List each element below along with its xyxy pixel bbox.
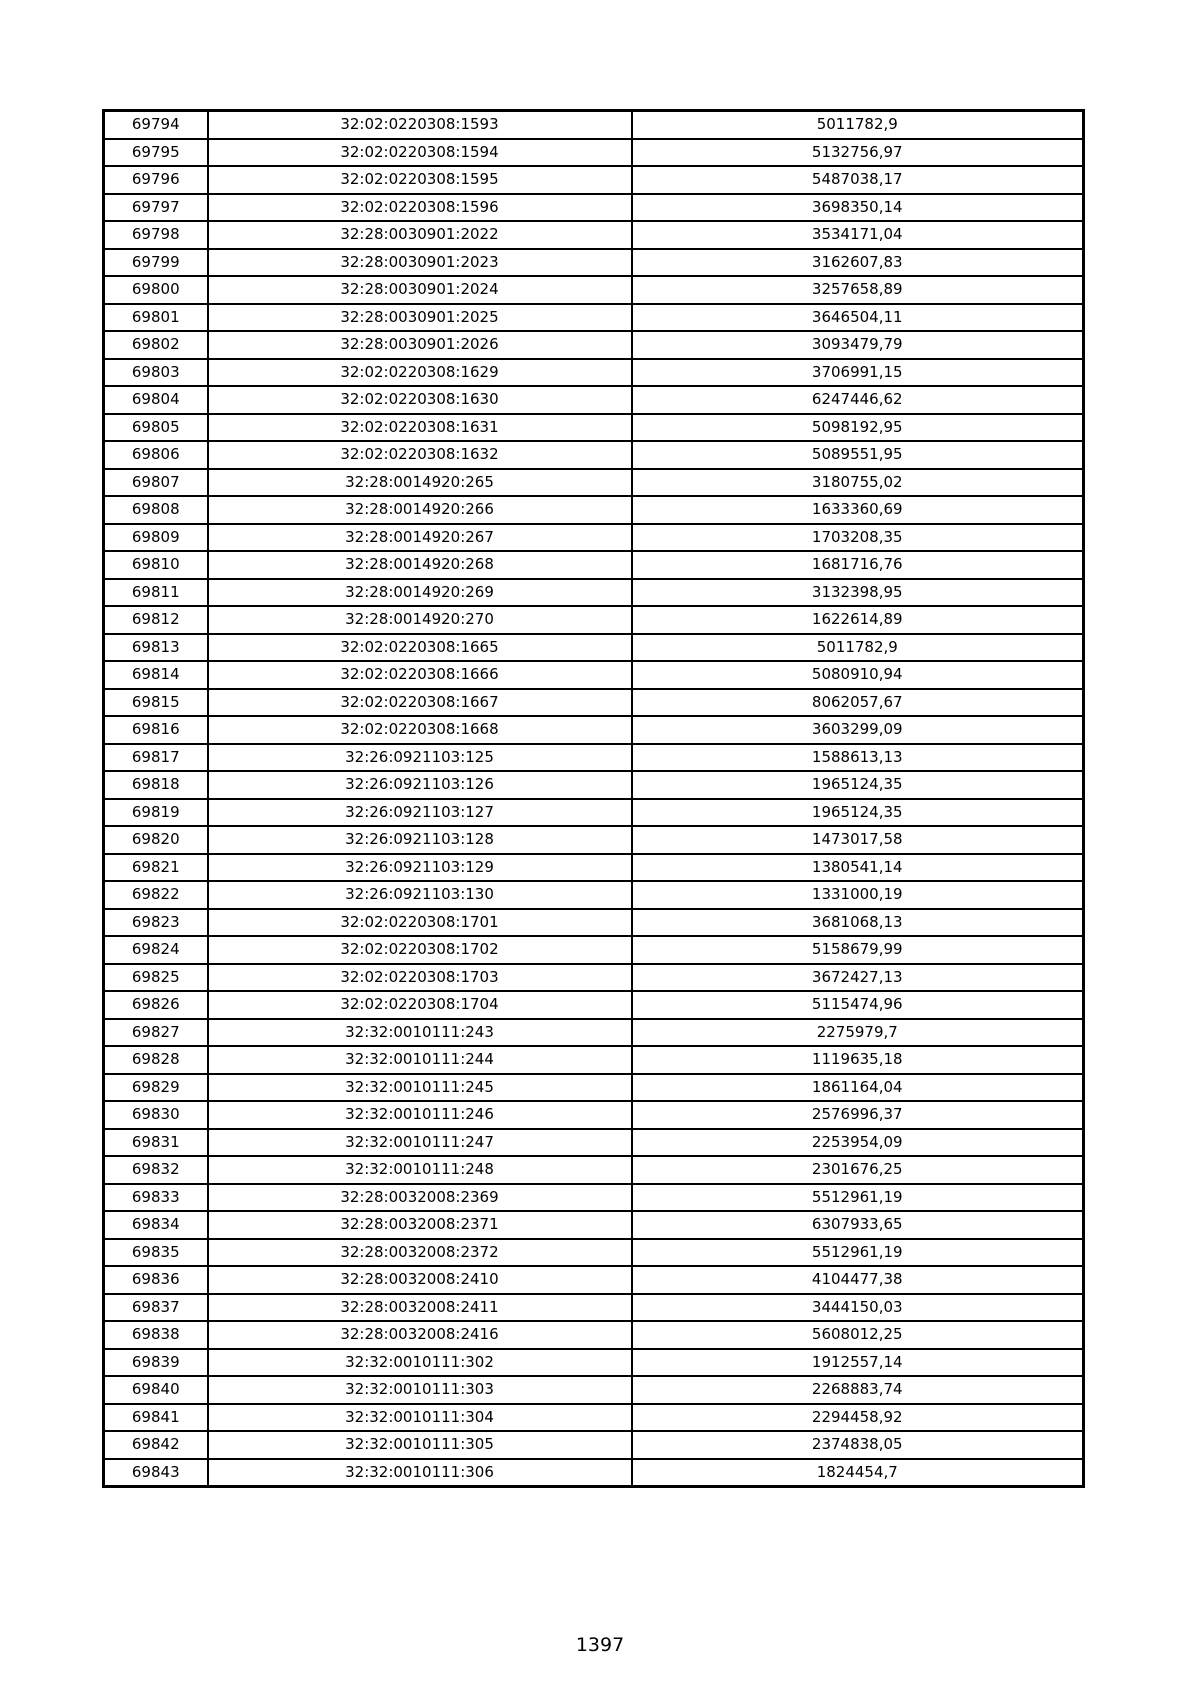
table-row xyxy=(104,826,1084,854)
cadastral-number-cell: 32:28:0014920:268 xyxy=(208,551,632,579)
value-cell: 5132756,97 xyxy=(632,139,1084,167)
value-cell: 3706991,15 xyxy=(632,359,1084,387)
table-row xyxy=(104,1431,1084,1459)
row-number-cell: 69835 xyxy=(104,1239,208,1267)
cadastral-number-cell: 32:02:0220308:1595 xyxy=(208,166,632,194)
cadastral-number-cell: 32:32:0010111:243 xyxy=(208,1019,632,1047)
cadastral-number-cell: 32:02:0220308:1593 xyxy=(208,111,632,139)
cadastral-number-cell: 32:02:0220308:1668 xyxy=(208,716,632,744)
row-number-cell: 69807 xyxy=(104,469,208,497)
row-number-cell: 69819 xyxy=(104,799,208,827)
value-cell: 1380541,14 xyxy=(632,854,1084,882)
value-cell: 2275979,7 xyxy=(632,1019,1084,1047)
value-cell: 1912557,14 xyxy=(632,1349,1084,1377)
row-number-cell: 69794 xyxy=(104,111,208,139)
row-number-cell: 69830 xyxy=(104,1101,208,1129)
cadastral-number-cell: 32:28:0032008:2372 xyxy=(208,1239,632,1267)
cadastral-number-cell: 32:32:0010111:304 xyxy=(208,1404,632,1432)
table-row xyxy=(104,166,1084,194)
cadastral-number-cell: 32:02:0220308:1666 xyxy=(208,661,632,689)
row-number-cell: 69821 xyxy=(104,854,208,882)
value-cell: 3180755,02 xyxy=(632,469,1084,497)
table-row xyxy=(104,276,1084,304)
row-number-cell: 69834 xyxy=(104,1211,208,1239)
cadastral-number-cell: 32:28:0014920:267 xyxy=(208,524,632,552)
value-cell: 5115474,96 xyxy=(632,991,1084,1019)
table-row xyxy=(104,414,1084,442)
row-number-cell: 69836 xyxy=(104,1266,208,1294)
row-number-cell: 69841 xyxy=(104,1404,208,1432)
cadastral-number-cell: 32:28:0032008:2416 xyxy=(208,1321,632,1349)
cadastral-number-cell: 32:02:0220308:1596 xyxy=(208,194,632,222)
value-cell: 3698350,14 xyxy=(632,194,1084,222)
table-row xyxy=(104,1156,1084,1184)
table-row xyxy=(104,634,1084,662)
value-cell: 3646504,11 xyxy=(632,304,1084,332)
cadastral-number-cell: 32:28:0030901:2022 xyxy=(208,221,632,249)
cadastral-number-cell: 32:32:0010111:244 xyxy=(208,1046,632,1074)
cadastral-number-cell: 32:26:0921103:128 xyxy=(208,826,632,854)
row-number-cell: 69806 xyxy=(104,441,208,469)
cadastral-number-cell: 32:02:0220308:1665 xyxy=(208,634,632,662)
table-body xyxy=(104,111,1084,1487)
cadastral-number-cell: 32:02:0220308:1702 xyxy=(208,936,632,964)
row-number-cell: 69837 xyxy=(104,1294,208,1322)
table-row xyxy=(104,964,1084,992)
value-cell: 2268883,74 xyxy=(632,1376,1084,1404)
row-number-cell: 69801 xyxy=(104,304,208,332)
value-cell: 5011782,9 xyxy=(632,111,1084,139)
value-cell: 1965124,35 xyxy=(632,771,1084,799)
cadastral-number-cell: 32:32:0010111:245 xyxy=(208,1074,632,1102)
row-number-cell: 69811 xyxy=(104,579,208,607)
table-row xyxy=(104,524,1084,552)
value-cell: 1824454,7 xyxy=(632,1459,1084,1487)
row-number-cell: 69796 xyxy=(104,166,208,194)
cadastral-number-cell: 32:28:0030901:2024 xyxy=(208,276,632,304)
row-number-cell: 69833 xyxy=(104,1184,208,1212)
value-cell: 1119635,18 xyxy=(632,1046,1084,1074)
value-cell: 1965124,35 xyxy=(632,799,1084,827)
row-number-cell: 69813 xyxy=(104,634,208,662)
row-number-cell: 69827 xyxy=(104,1019,208,1047)
row-number-cell: 69828 xyxy=(104,1046,208,1074)
table-row xyxy=(104,1349,1084,1377)
value-cell: 5158679,99 xyxy=(632,936,1084,964)
cadastral-number-cell: 32:28:0014920:270 xyxy=(208,606,632,634)
value-cell: 6247446,62 xyxy=(632,386,1084,414)
cadastral-number-cell: 32:26:0921103:126 xyxy=(208,771,632,799)
cadastral-number-cell: 32:32:0010111:302 xyxy=(208,1349,632,1377)
row-number-cell: 69810 xyxy=(104,551,208,579)
row-number-cell: 69831 xyxy=(104,1129,208,1157)
row-number-cell: 69817 xyxy=(104,744,208,772)
row-number-cell: 69832 xyxy=(104,1156,208,1184)
table-row xyxy=(104,936,1084,964)
table-row xyxy=(104,689,1084,717)
value-cell: 5512961,19 xyxy=(632,1239,1084,1267)
table-row xyxy=(104,1321,1084,1349)
table-row xyxy=(104,194,1084,222)
table-row xyxy=(104,1211,1084,1239)
table-row xyxy=(104,1239,1084,1267)
cadastral-number-cell: 32:02:0220308:1630 xyxy=(208,386,632,414)
table-row xyxy=(104,139,1084,167)
row-number-cell: 69808 xyxy=(104,496,208,524)
table-row xyxy=(104,744,1084,772)
cadastral-number-cell: 32:02:0220308:1667 xyxy=(208,689,632,717)
value-cell: 3257658,89 xyxy=(632,276,1084,304)
cadastral-number-cell: 32:26:0921103:125 xyxy=(208,744,632,772)
value-cell: 3132398,95 xyxy=(632,579,1084,607)
value-cell: 3162607,83 xyxy=(632,249,1084,277)
row-number-cell: 69816 xyxy=(104,716,208,744)
row-number-cell: 69804 xyxy=(104,386,208,414)
value-cell: 1861164,04 xyxy=(632,1074,1084,1102)
table-row xyxy=(104,1294,1084,1322)
cadastral-number-cell: 32:02:0220308:1704 xyxy=(208,991,632,1019)
table-row xyxy=(104,881,1084,909)
value-cell: 5608012,25 xyxy=(632,1321,1084,1349)
cadastral-number-cell: 32:28:0030901:2023 xyxy=(208,249,632,277)
value-cell: 5512961,19 xyxy=(632,1184,1084,1212)
table-row xyxy=(104,799,1084,827)
table-row xyxy=(104,1019,1084,1047)
row-number-cell: 69798 xyxy=(104,221,208,249)
value-cell: 2294458,92 xyxy=(632,1404,1084,1432)
value-cell: 5098192,95 xyxy=(632,414,1084,442)
value-cell: 1622614,89 xyxy=(632,606,1084,634)
value-cell: 2253954,09 xyxy=(632,1129,1084,1157)
cadastral-number-cell: 32:26:0921103:130 xyxy=(208,881,632,909)
table-row xyxy=(104,304,1084,332)
row-number-cell: 69826 xyxy=(104,991,208,1019)
table-row xyxy=(104,111,1084,139)
table-row xyxy=(104,771,1084,799)
table-row xyxy=(104,716,1084,744)
value-cell: 8062057,67 xyxy=(632,689,1084,717)
value-cell: 1331000,19 xyxy=(632,881,1084,909)
cadastral-number-cell: 32:32:0010111:305 xyxy=(208,1431,632,1459)
row-number-cell: 69843 xyxy=(104,1459,208,1487)
cadastral-number-cell: 32:32:0010111:303 xyxy=(208,1376,632,1404)
value-cell: 2374838,05 xyxy=(632,1431,1084,1459)
table-row xyxy=(104,496,1084,524)
row-number-cell: 69795 xyxy=(104,139,208,167)
table-row xyxy=(104,1184,1084,1212)
cadastral-number-cell: 32:02:0220308:1701 xyxy=(208,909,632,937)
row-number-cell: 69815 xyxy=(104,689,208,717)
row-number-cell: 69822 xyxy=(104,881,208,909)
table-row xyxy=(104,359,1084,387)
cadastral-number-cell: 32:28:0030901:2025 xyxy=(208,304,632,332)
table-row xyxy=(104,551,1084,579)
table-row xyxy=(104,1101,1084,1129)
table-row xyxy=(104,661,1084,689)
value-cell: 1473017,58 xyxy=(632,826,1084,854)
table-row xyxy=(104,1404,1084,1432)
value-cell: 3093479,79 xyxy=(632,331,1084,359)
table-row xyxy=(104,1129,1084,1157)
row-number-cell: 69838 xyxy=(104,1321,208,1349)
table-row xyxy=(104,579,1084,607)
value-cell: 3603299,09 xyxy=(632,716,1084,744)
value-cell: 5089551,95 xyxy=(632,441,1084,469)
row-number-cell: 69820 xyxy=(104,826,208,854)
table-row xyxy=(104,441,1084,469)
cadastral-number-cell: 32:28:0014920:266 xyxy=(208,496,632,524)
table-row xyxy=(104,606,1084,634)
cadastral-number-cell: 32:28:0030901:2026 xyxy=(208,331,632,359)
value-cell: 1681716,76 xyxy=(632,551,1084,579)
table-row xyxy=(104,909,1084,937)
cadastral-number-cell: 32:28:0032008:2371 xyxy=(208,1211,632,1239)
value-cell: 2301676,25 xyxy=(632,1156,1084,1184)
value-cell: 1588613,13 xyxy=(632,744,1084,772)
row-number-cell: 69839 xyxy=(104,1349,208,1377)
cadastral-number-cell: 32:32:0010111:306 xyxy=(208,1459,632,1487)
table-row xyxy=(104,221,1084,249)
row-number-cell: 69840 xyxy=(104,1376,208,1404)
table-row xyxy=(104,331,1084,359)
table-row xyxy=(104,991,1084,1019)
row-number-cell: 69799 xyxy=(104,249,208,277)
data-table xyxy=(102,109,1085,1488)
cadastral-number-cell: 32:28:0032008:2369 xyxy=(208,1184,632,1212)
page-number: 1397 xyxy=(575,1634,625,1656)
table-row xyxy=(104,1074,1084,1102)
value-cell: 3534171,04 xyxy=(632,221,1084,249)
cadastral-number-cell: 32:26:0921103:127 xyxy=(208,799,632,827)
table-row xyxy=(104,1459,1084,1487)
cadastral-number-cell: 32:32:0010111:248 xyxy=(208,1156,632,1184)
row-number-cell: 69842 xyxy=(104,1431,208,1459)
cadastral-number-cell: 32:32:0010111:247 xyxy=(208,1129,632,1157)
cadastral-number-cell: 32:32:0010111:246 xyxy=(208,1101,632,1129)
table-row xyxy=(104,1266,1084,1294)
row-number-cell: 69805 xyxy=(104,414,208,442)
row-number-cell: 69809 xyxy=(104,524,208,552)
cadastral-number-cell: 32:02:0220308:1632 xyxy=(208,441,632,469)
value-cell: 3672427,13 xyxy=(632,964,1084,992)
table-row xyxy=(104,854,1084,882)
table-row xyxy=(104,249,1084,277)
row-number-cell: 69814 xyxy=(104,661,208,689)
table-row xyxy=(104,1046,1084,1074)
row-number-cell: 69802 xyxy=(104,331,208,359)
cadastral-number-cell: 32:02:0220308:1629 xyxy=(208,359,632,387)
cadastral-number-cell: 32:28:0032008:2411 xyxy=(208,1294,632,1322)
row-number-cell: 69803 xyxy=(104,359,208,387)
row-number-cell: 69818 xyxy=(104,771,208,799)
value-cell: 5011782,9 xyxy=(632,634,1084,662)
value-cell: 2576996,37 xyxy=(632,1101,1084,1129)
value-cell: 3681068,13 xyxy=(632,909,1084,937)
table-row xyxy=(104,1376,1084,1404)
value-cell: 6307933,65 xyxy=(632,1211,1084,1239)
cadastral-number-cell: 32:28:0032008:2410 xyxy=(208,1266,632,1294)
cadastral-number-cell: 32:26:0921103:129 xyxy=(208,854,632,882)
value-cell: 1633360,69 xyxy=(632,496,1084,524)
cadastral-number-cell: 32:02:0220308:1703 xyxy=(208,964,632,992)
row-number-cell: 69823 xyxy=(104,909,208,937)
value-cell: 5080910,94 xyxy=(632,661,1084,689)
row-number-cell: 69829 xyxy=(104,1074,208,1102)
cadastral-number-cell: 32:02:0220308:1631 xyxy=(208,414,632,442)
row-number-cell: 69800 xyxy=(104,276,208,304)
value-cell: 4104477,38 xyxy=(632,1266,1084,1294)
row-number-cell: 69825 xyxy=(104,964,208,992)
row-number-cell: 69812 xyxy=(104,606,208,634)
table-row xyxy=(104,386,1084,414)
cadastral-number-cell: 32:28:0014920:269 xyxy=(208,579,632,607)
cadastral-number-cell: 32:02:0220308:1594 xyxy=(208,139,632,167)
table-row xyxy=(104,469,1084,497)
value-cell: 5487038,17 xyxy=(632,166,1084,194)
value-cell: 1703208,35 xyxy=(632,524,1084,552)
row-number-cell: 69797 xyxy=(104,194,208,222)
row-number-cell: 69824 xyxy=(104,936,208,964)
cadastral-number-cell: 32:28:0014920:265 xyxy=(208,469,632,497)
value-cell: 3444150,03 xyxy=(632,1294,1084,1322)
